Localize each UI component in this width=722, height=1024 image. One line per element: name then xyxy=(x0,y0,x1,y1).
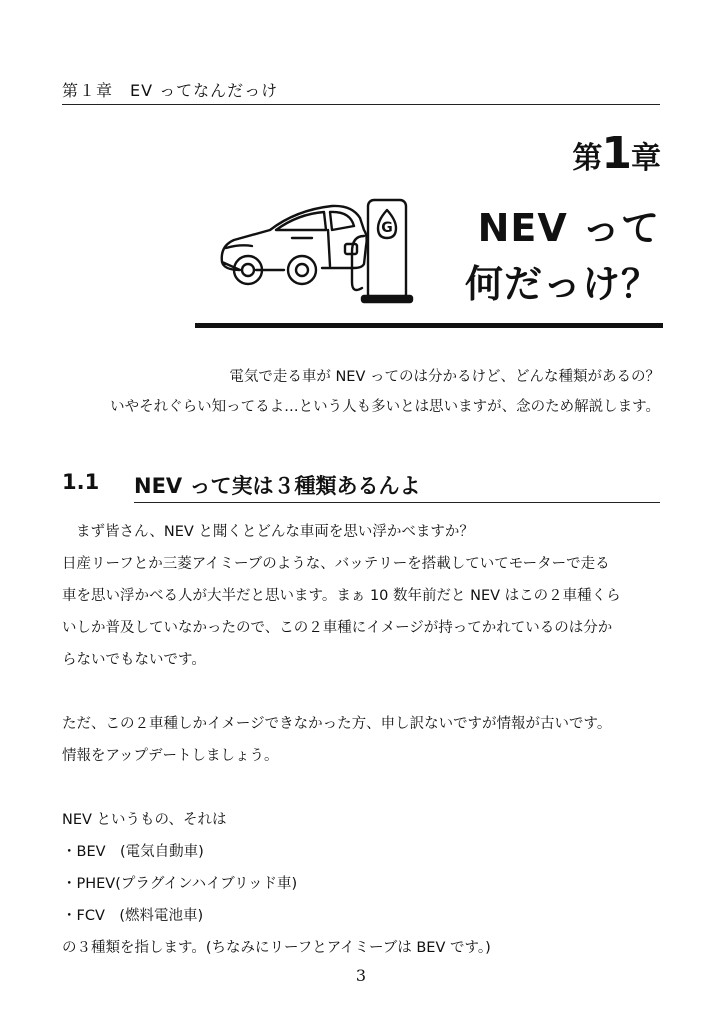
paragraph-line: の３種類を指します。(ちなみにリーフとアイミーブは BEV です。) xyxy=(62,940,491,956)
paragraph-line: 日産リーフとか三菱アイミーブのような、バッテリーを搭載していてモーターで走る xyxy=(62,556,610,572)
chapter-intro xyxy=(62,362,660,422)
intro-line: いやそれぐらい知ってるよ…という人も多いとは思いますが、念のため解説します。 xyxy=(110,399,660,415)
pump-letter: G xyxy=(381,220,393,236)
body-text xyxy=(62,516,660,964)
chapter-label-suffix: 章 xyxy=(631,141,660,176)
list-item: ・FCV (燃料電池車) xyxy=(62,908,204,924)
charging-station-icon xyxy=(345,200,412,302)
paragraph-line: いしか普及していなかったので、この２車種にイメージが持ってかれているのは分か xyxy=(62,620,613,636)
section-number: 1.1 xyxy=(62,470,100,494)
paragraph-line: 情報をアップデートしましょう。 xyxy=(62,748,279,764)
list-item: ・BEV (電気自動車) xyxy=(62,844,204,860)
paragraph-line: まず皆さん、NEV と聞くとどんな車両を思い浮かべますか？ xyxy=(76,524,474,540)
intro-line: 電気で走る車が NEV ってのは分かるけど、どんな種類があるの？ xyxy=(229,369,660,385)
chapter-title-line2: 何だっけ？ xyxy=(464,262,660,306)
section-title: NEV って実は３種類あるんよ xyxy=(134,470,660,503)
section-heading xyxy=(62,470,660,498)
paragraph-line: らないでもないです。 xyxy=(62,652,206,668)
chapter-title-rule xyxy=(195,323,663,328)
page-number: 3 xyxy=(355,966,367,985)
running-header: 第１章 EV ってなんだっけ xyxy=(62,78,660,105)
chapter-label xyxy=(572,128,660,179)
chapter-title xyxy=(465,200,660,312)
paragraph-line: 車を思い浮かべる人が大半だと思います。まぁ 10 数年前だと NEV はこの２車種くら xyxy=(62,588,621,604)
ev-charging-illustration xyxy=(212,196,422,306)
chapter-label-number: 1 xyxy=(601,128,631,179)
chapter-label-prefix: 第 xyxy=(572,141,602,176)
paragraph-line: ただ、この２車種しかイメージできなかった方、申し訳ないですが情報が古いです。 xyxy=(62,716,612,732)
paragraph-line: NEV というもの、それは xyxy=(62,812,227,828)
list-item: ・PHEV(プラグインハイブリッド車) xyxy=(62,876,298,892)
chapter-title-line1: NEV って xyxy=(477,206,660,250)
